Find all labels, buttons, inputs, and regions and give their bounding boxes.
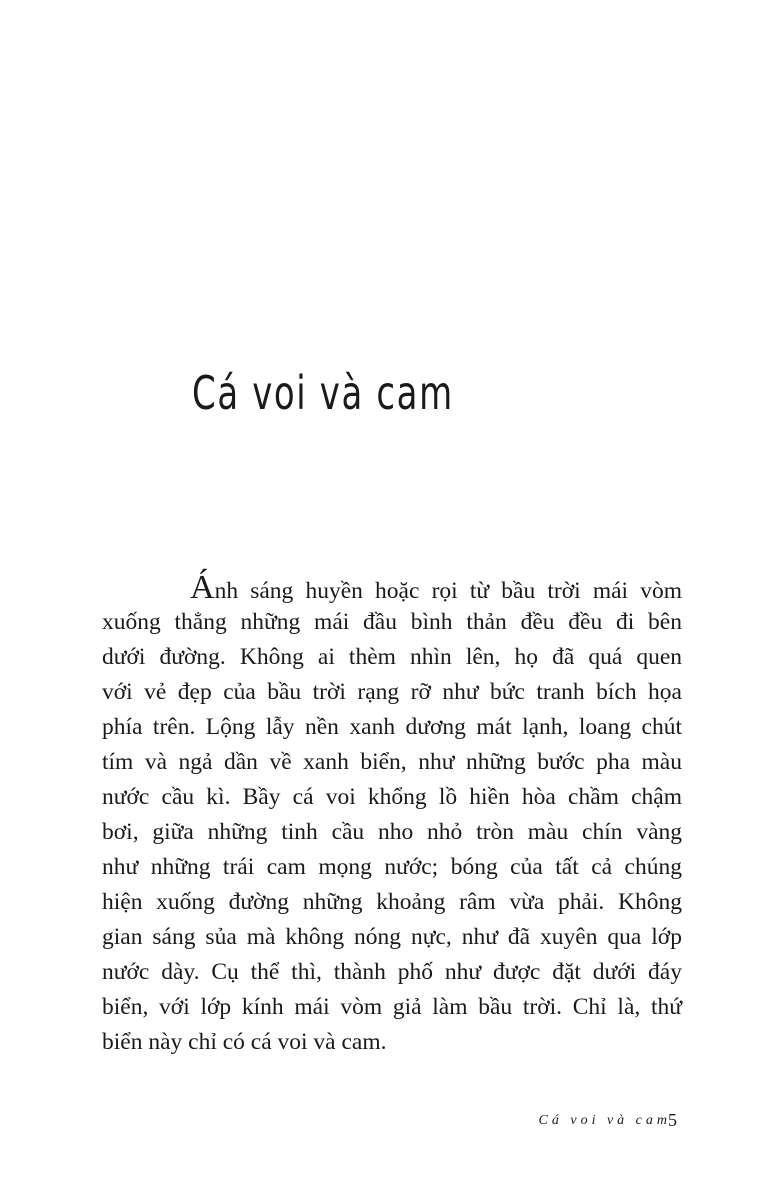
text-line: phía trên. Lộng lẫy nền xanh dương mát lạnh, loang chút [102, 714, 682, 740]
body-paragraph [102, 570, 682, 1060]
page-number: 5 [668, 1110, 677, 1130]
drop-cap: Á [190, 569, 215, 606]
text-line: tím và ngả dần về xanh biển, như những bước pha màu [102, 749, 682, 775]
text-line: gian sáng sủa mà không nóng nực, như đã xuyên qua lớp [102, 924, 682, 950]
text-line: biển này chỉ có cá voi và cam. [102, 1029, 387, 1055]
text-line: hiện xuống đường những khoảng râm vừa phải. Không [102, 889, 682, 915]
text-line [102, 570, 682, 605]
text-line: như những trái cam mọng nước; bóng của tất cả chúng [102, 854, 682, 880]
text-line: bơi, giữa những tinh cầu nho nhỏ tròn màu chín vàng [102, 819, 682, 845]
text-line: với vẻ đẹp của bầu trời rạng rỡ như bức tranh bích họa [102, 679, 682, 705]
text-line: dưới đường. Không ai thèm nhìn lên, họ đã quá quen [102, 644, 682, 670]
text-line: biển, với lớp kính mái vòm giả làm bầu trời. Chỉ là, thứ [102, 994, 682, 1020]
chapter-title: Cá voi và cam [192, 366, 454, 420]
text-line: xuống thẳng những mái đầu bình thản đều đều đi bên [102, 609, 682, 635]
text-line: nước cầu kì. Bầy cá voi khổng lồ hiền hòa chầm chậm [102, 784, 682, 810]
running-footer-title: Cá voi và cam [538, 1113, 671, 1128]
text-line: nước dày. Cụ thể thì, thành phố như được đặt dưới đáy [102, 959, 682, 985]
text-line-content: nh sáng huyền hoặc rọi từ bầu trời mái vòm [214, 578, 682, 604]
